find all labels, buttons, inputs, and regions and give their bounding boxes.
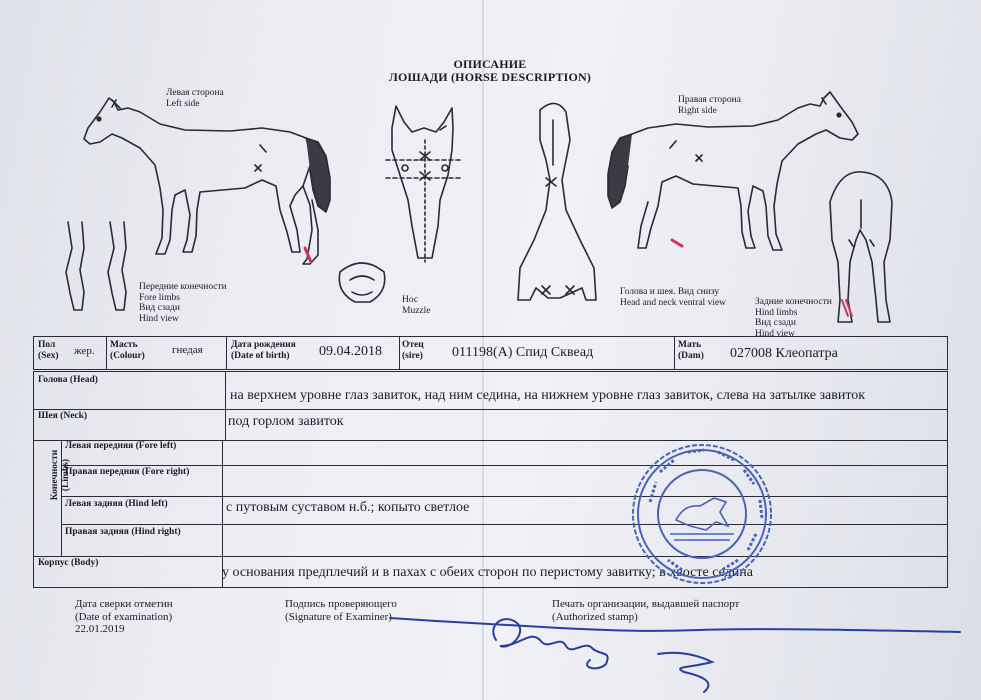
muzzle-caption: Нос Muzzle [402,295,431,316]
dam-value: 027008 Клеопатра [730,346,838,361]
left-side-caption: Левая сторона Left side [166,88,224,109]
hind-left-label: Левая задняя (Hind left) [65,499,168,509]
head-value: на верхнем уровне глаз завиток, над ним седина, на нижнем уровне глаз завиток, слева на затылке завиток [230,388,866,403]
colour-label: Масть (Colour) [110,340,145,361]
sire-label: Отец (sire) [402,340,424,361]
right-side-caption: Правая сторона Right side [678,95,741,116]
colour-value: гнедая [172,344,203,356]
sire-value: 011198(A) Спид Сквеад [452,345,594,360]
dam-label: Мать (Dam) [678,340,704,361]
fore-limbs-caption: Передние конечности Fore limbs Вид сзади Hind view [139,282,227,324]
hind-limbs-caption: Задние конечности Hind limbs Вид сзади Hind view [755,297,832,339]
dob-label: Дата рождения (Date of birth) [231,340,296,361]
examination-label: Дата сверки отметин (Date of examination) [75,598,173,623]
examination-date: 22.01.2019 [75,623,125,635]
fore-left-label: Левая передняя (Fore left) [65,441,177,451]
dob-value: 09.04.2018 [319,344,382,359]
hind-left-value: с путовым суставом н.б.; копыто светлое [226,500,470,515]
body-value: у основания предплечий и в пахах с обеих сторон по перистому завитку; в хвосте седина [222,565,753,580]
head-label: Голова (Head) [38,375,98,385]
signature-label: Подпись проверяющего (Signature of Examiner) [285,598,397,623]
body-label: Корпус (Body) [38,558,99,568]
head-neck-ventral-caption: Голова и шея. Вид снизу Head and neck ventral view [620,287,727,308]
title-line-2: ЛОШАДИ (HORSE DESCRIPTION) [388,70,592,84]
hind-right-label: Правая задняя (Hind right) [65,527,181,537]
stamp-label: Печать организации, выдавшей паспорт (Authorized stamp) [552,598,740,623]
neck-label: Шея (Neck) [38,411,88,421]
sex-value: жер. [74,345,95,357]
fore-right-label: Правая передняя (Fore right) [65,467,190,477]
neck-value: под горлом завиток [228,414,344,429]
sex-label: Пол (Sex) [38,340,59,361]
limbs-label: Конечности (Limbs) [50,449,71,501]
title-line-1: ОПИСАНИЕ [453,57,527,71]
